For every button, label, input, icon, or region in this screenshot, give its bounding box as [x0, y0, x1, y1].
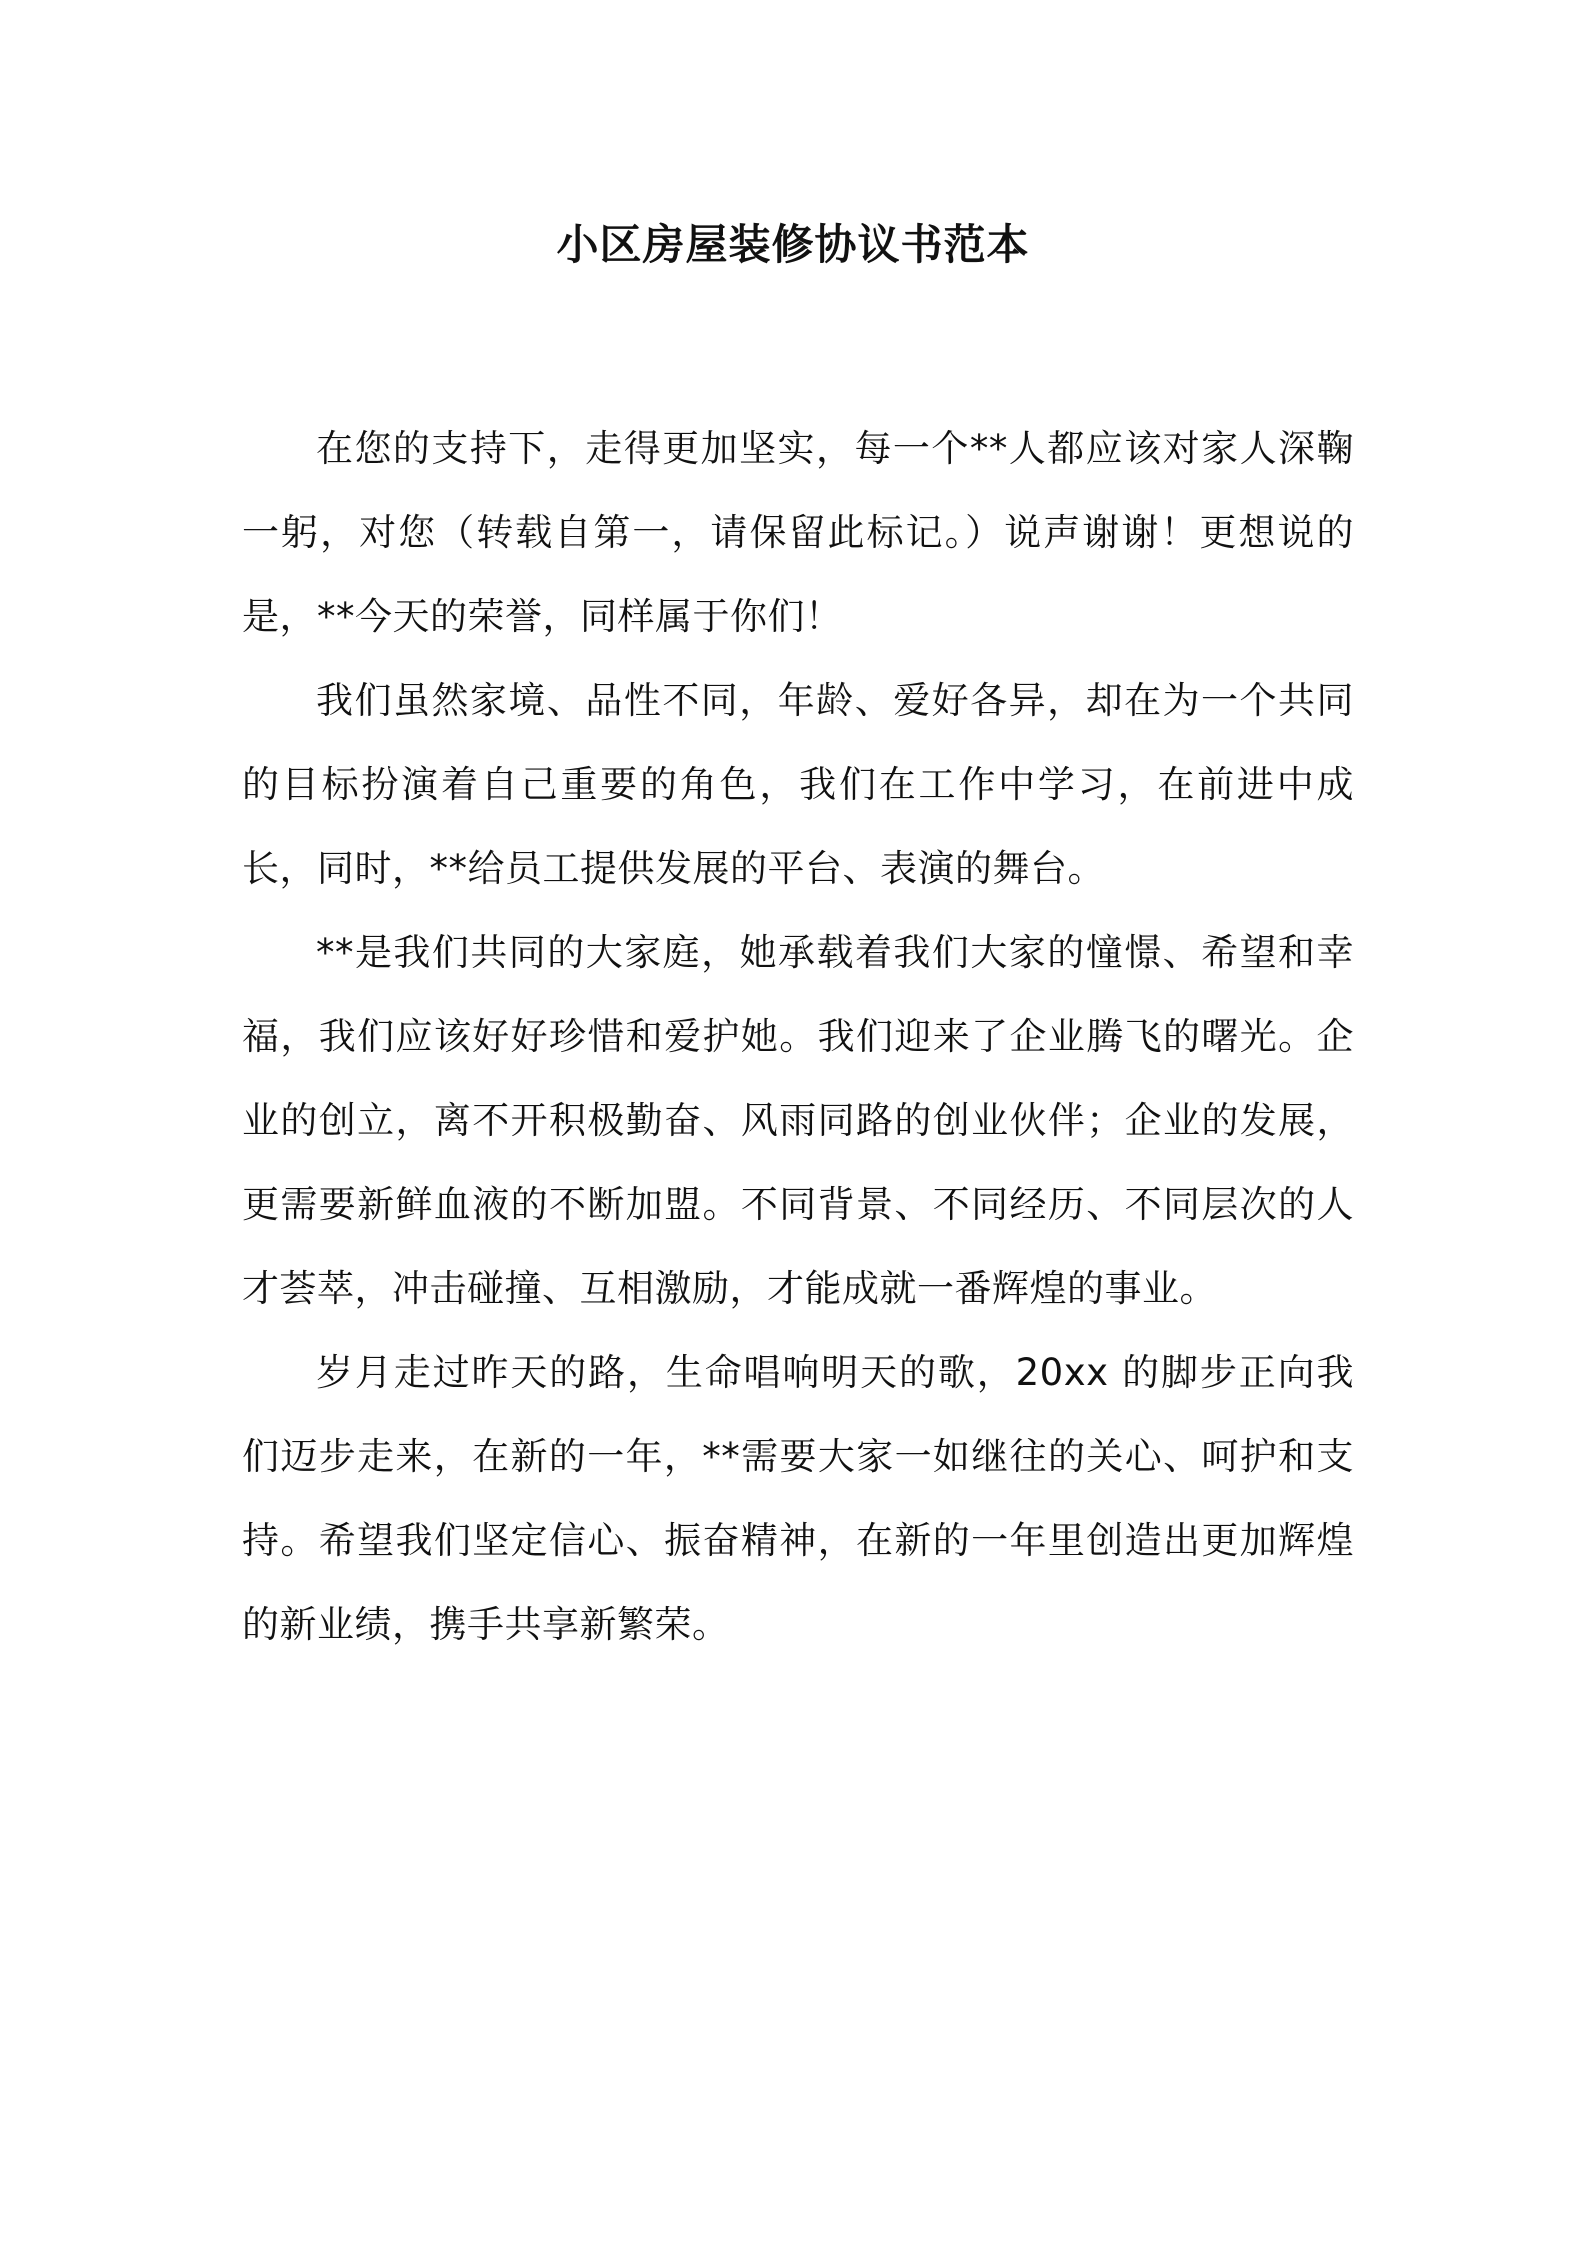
document-body: [242, 407, 1354, 1667]
paragraph-4: 岁月走过昨天的路，生命唱响明天的歌，20xx 的脚步正向我们迈步走来，在新的一年，**需要大家一如继往的关心、呵护和支持。希望我们坚定信心、振奋精神，在新的一年里创造出更加辉煌的新业绩，携手共享新繁荣。: [242, 1351, 1354, 1646]
paragraph-2: 我们虽然家境、品性不同，年龄、爱好各异，却在为一个共同的目标扮演着自己重要的角色，我们在工作中学习，在前进中成长，同时，**给员工提供发展的平台、表演的舞台。: [242, 679, 1354, 890]
paragraph-3: **是我们共同的大家庭，她承载着我们大家的憧憬、希望和幸福，我们应该好好珍惜和爱护她。我们迎来了企业腾飞的曙光。企业的创立，离不开积极勤奋、风雨同路的创业伙伴；企业的发展，更需要新鲜血液的不断加盟。不同背景、不同经历、不同层次的人才荟萃，冲击碰撞、互相激励，才能成就一番辉煌的事业。: [242, 931, 1354, 1310]
paragraph-1: 在您的支持下，走得更加坚实，每一个**人都应该对家人深鞠一躬，对您（转载自第一，请保留此标记。）说声谢谢！更想说的是，**今天的荣誉，同样属于你们！: [242, 427, 1354, 638]
document-title: 小区房屋装修协议书范本: [556, 220, 1030, 269]
